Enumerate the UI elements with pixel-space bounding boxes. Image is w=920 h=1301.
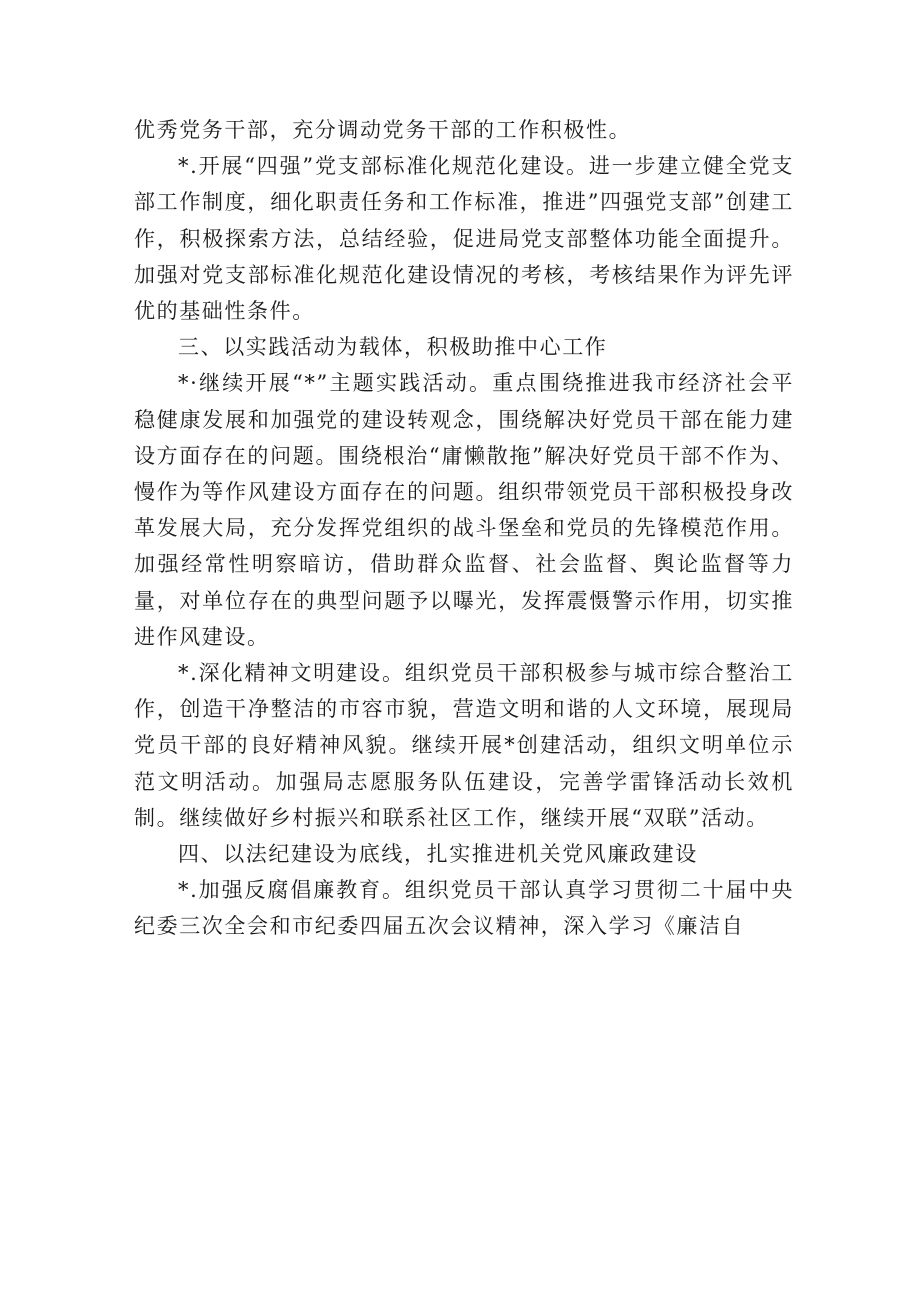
- paragraph-continued: 优秀党务干部，充分调动党务干部的工作积极性。: [134, 118, 632, 142]
- paragraph-spiritual-civilization: *.深化精神文明建设。组织党员干部积极参与城市综合整治工作，创造干净整洁的市容市貌，营造文明和谐的人文环境，展现局党员干部的良好精神风貌。继续开展*创建活动，组织文明单位示范文明活动。加强局志愿服务队伍建设，完善学雷锋活动长效机制。继续做好乡村振兴和联系社区工作，继续开展“双联”活动。: [134, 661, 794, 830]
- paragraph-theme-practice-activity: *·继续开展“*”主题实践活动。重点围绕推进我市经济社会平稳健康发展和加强党的建设转观念，围绕解决好党员干部在能力建设方面存在的问题。围绕根治“庸懒散拖”解决好党员干部不作为、慢作为等作风建设方面存在的问题。组织带领党员干部积极投身改革发展大局，充分发挥党组织的战斗堡垒和党员的先锋模范作用。加强经常性明察暗访，借助群众监督、社会监督、舆论监督等力量，对单位存在的典型问题予以曝光，发挥震慑警示作用，切实推进作风建设。: [134, 371, 794, 649]
- paragraph-anti-corruption-education: *.加强反腐倡廉教育。组织党员干部认真学习贯彻二十届中央纪委三次全会和市纪委四届五次会议精神，深入学习《廉洁自: [134, 878, 794, 939]
- paragraph-party-branch-standardization: *.开展“四强”党支部标准化规范化建设。进一步建立健全党支部工作制度，细化职责任务和工作标准，推进”四强党支部”创建工作，积极探索方法，总结经验，促进局党支部整体功能全面提升。加强对党支部标准化规范化建设情况的考核，考核结果作为评先评优的基础性条件。: [134, 154, 794, 324]
- section-heading-three: 三、以实践活动为载体，积极助推中心工作: [178, 335, 608, 360]
- section-heading-four: 四、以法纪建设为底线，扎实推进机关党风廉政建设: [178, 842, 698, 867]
- document-body: [134, 112, 794, 945]
